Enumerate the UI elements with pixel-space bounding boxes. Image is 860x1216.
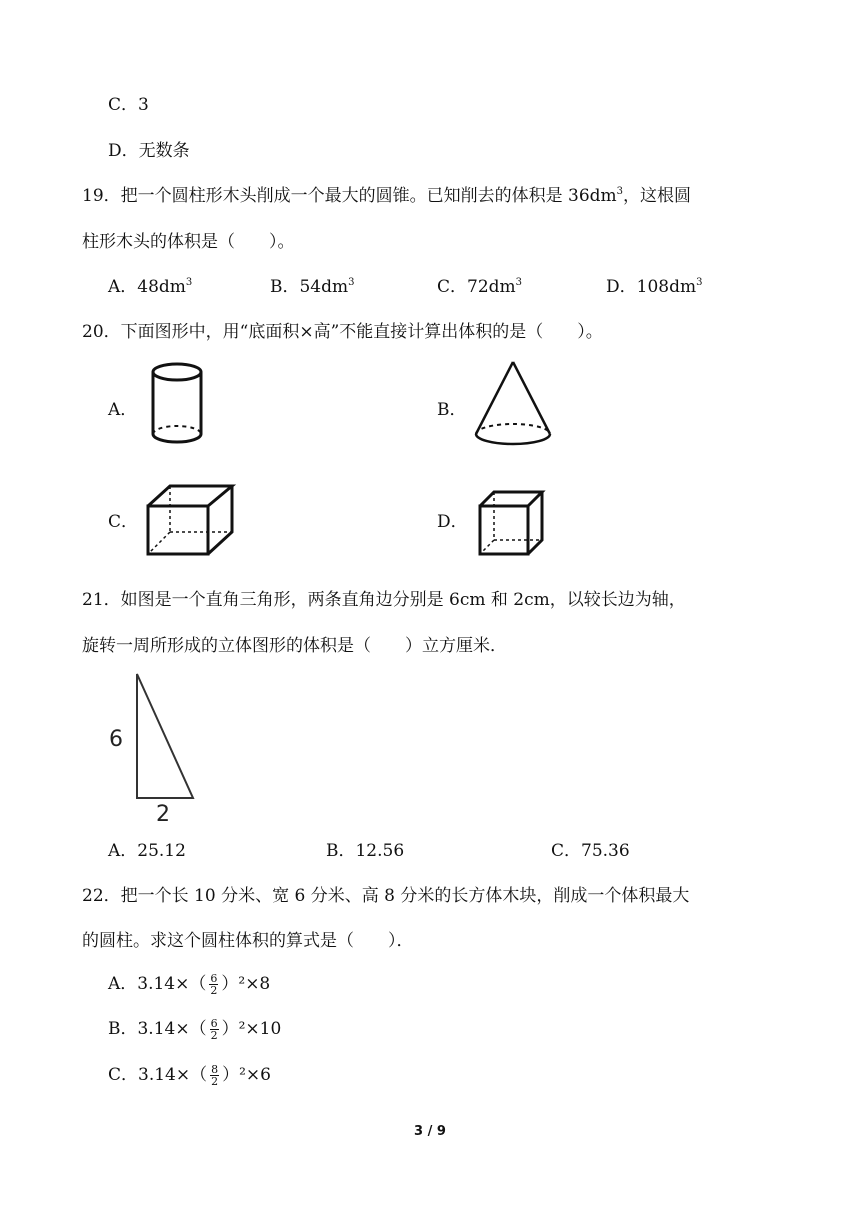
q20-option-a-label: A． [108, 400, 138, 420]
q19-option-c: C．$72dm^3$ [437, 277, 523, 297]
q22-option-c: C．3.14×（ $\frac{8}{2}$ ）²×6 [108, 1063, 271, 1088]
q22-option-a: A．3.14×（ $\frac{6}{2}$ ）²×8 [108, 972, 271, 997]
q18-option-c: C．3 [108, 95, 149, 115]
right-triangle-figure [100, 664, 210, 826]
cone-icon [470, 358, 556, 450]
q19-text-line2: 柱形木头的体积是（ ）。 [82, 232, 295, 252]
q22-option-b: B．3.14×（ $\frac{6}{2}$ ）²×10 [108, 1017, 282, 1042]
cube-icon [474, 486, 546, 562]
q21-text-line2: 旋转一周所形成的立体图形的体积是（ ）立方厘米． [82, 636, 507, 656]
q21-option-b: B．12.56 [326, 841, 405, 861]
q19-option-d: D．$108dm^3$ [606, 277, 703, 297]
q19-option-b: B．$54dm^3$ [270, 277, 355, 297]
cylinder-icon [146, 360, 208, 448]
q22-text-line2: 的圆柱。求这个圆柱体积的算式是（ ）． [82, 931, 414, 951]
q20-option-c-label: C． [108, 512, 139, 532]
fraction: $\frac{6}{2}$ [210, 1017, 218, 1042]
q21-option-a: A．25.12 [108, 841, 186, 861]
fraction: $\frac{8}{2}$ [211, 1063, 219, 1088]
page-number: 3 / 9 [414, 1124, 446, 1139]
triangle-base-label: 2 [156, 802, 170, 826]
q21-option-c: C．75.36 [551, 841, 630, 861]
triangle-height-label: 6 [109, 727, 123, 752]
q20-option-b-label: B． [437, 400, 467, 420]
cuboid-icon [140, 482, 240, 560]
q20-text-line1: 20．下面图形中，用“底面积×高”不能直接计算出体积的是（ ）。 [82, 322, 603, 342]
q19-text-line1: 19．把一个圆柱形木头削成一个最大的圆锥。已知削去的体积是 $36dm^3$，这根圆 [82, 186, 692, 206]
q19-option-a: A．$48dm^3$ [108, 277, 193, 297]
q18-option-d: D．无数条 [108, 141, 190, 161]
fraction: $\frac{6}{2}$ [210, 972, 218, 997]
q21-text-line1: 21．如图是一个直角三角形，两条直角边分别是 6cm 和 2cm，以较长边为轴， [82, 590, 686, 610]
q22-text-line1: 22．把一个长 10 分米、宽 6 分米、高 8 分米的长方体木块，削成一个体积最大 [82, 886, 690, 906]
q20-option-d-label: D． [437, 512, 468, 532]
